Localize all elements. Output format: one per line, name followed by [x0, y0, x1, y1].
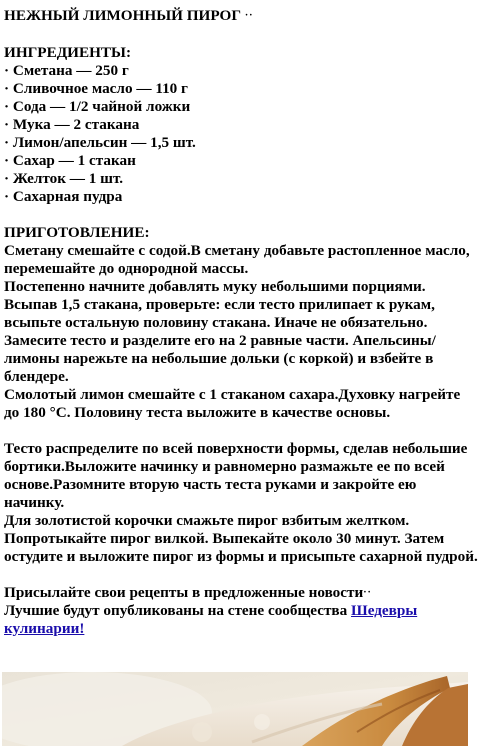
best-recipes-line	[4, 602, 478, 638]
ingredient-item: · Сода — 1/2 чайной ложки	[4, 98, 191, 115]
ingredient-item: · Желток — 1 шт.	[4, 170, 124, 187]
preparation-heading: ПРИГОТОВЛЕНИЕ:	[4, 224, 150, 241]
best-recipes-text: Лучшие будут опубликованы на стене сообщества	[4, 602, 352, 619]
ingredient-item: · Мука — 2 стакана	[4, 116, 140, 133]
preparation-step: Тесто распределите по всей поверхности формы, сделав небольшие бортики.Выложите начинку и равномерно размажьте ее по всей основе.Разомните вторую часть теста руками и закройте ею начинку.	[4, 440, 468, 511]
invite-emoji-dots: ··	[363, 587, 372, 598]
ingredient-item: · Сметана — 250 г	[4, 62, 129, 79]
preparation-step: Постепенно начните добавлять муку небольшими порциями. Всыпав 1,5 стакана, проверьте: если тесто прилипает к рукам, всыпьте остальную половину стакана. Иначе не обязательно.	[4, 278, 435, 331]
pie-photo-image	[2, 672, 468, 746]
ingredient-item: · Сахарная пудра	[4, 188, 123, 205]
spacer	[4, 566, 478, 584]
invite-text: Присылайте свои рецепты в предложенные новости	[4, 584, 364, 601]
preparation-step: Для золотистой корочки смажьте пирог взбитым желтком. Попротыкайте пирог вилкой. Выпекайте около 30 минут. Затем остудите и выложите пирог из формы и присыпьте сахарной пудрой.	[4, 512, 478, 565]
title-emoji-dots: ··	[244, 10, 254, 21]
pie-photo[interactable]	[2, 672, 468, 746]
spacer	[4, 422, 478, 440]
invite-line	[4, 584, 478, 602]
ingredient-item: · Лимон/апельсин — 1,5 шт.	[4, 134, 196, 151]
preparation-step: Замесите тесто и разделите его на 2 равные части. Апельсины/лимоны нарежьте на небольшие дольки (с коркой) и взбейте в блендере.	[4, 332, 436, 385]
recipe-title-text: НЕЖНЫЙ ЛИМОННЫЙ ПИРОГ	[4, 7, 242, 24]
recipe-post	[4, 6, 478, 638]
preparation-step: Сметану смешайте с содой.В сметану добавьте растопленное масло, перемешайте до однородной массы.	[4, 242, 470, 277]
ingredient-item: · Сливочное масло — 110 г	[4, 80, 188, 97]
community-link[interactable]: Шедевры кулинарии!	[4, 602, 418, 637]
ingredients-list	[4, 62, 478, 206]
recipe-title	[4, 6, 478, 26]
ingredient-item: · Сахар — 1 стакан	[4, 152, 136, 169]
ingredients-heading: ИНГРЕДИЕНТЫ:	[4, 44, 132, 61]
spacer	[4, 206, 478, 224]
preparation-step: Смолотый лимон смешайте с 1 стаканом сахара.Духовку нагрейте до 180 °C. Половину теста выложите в качестве основы.	[4, 386, 461, 421]
spacer	[4, 26, 478, 44]
